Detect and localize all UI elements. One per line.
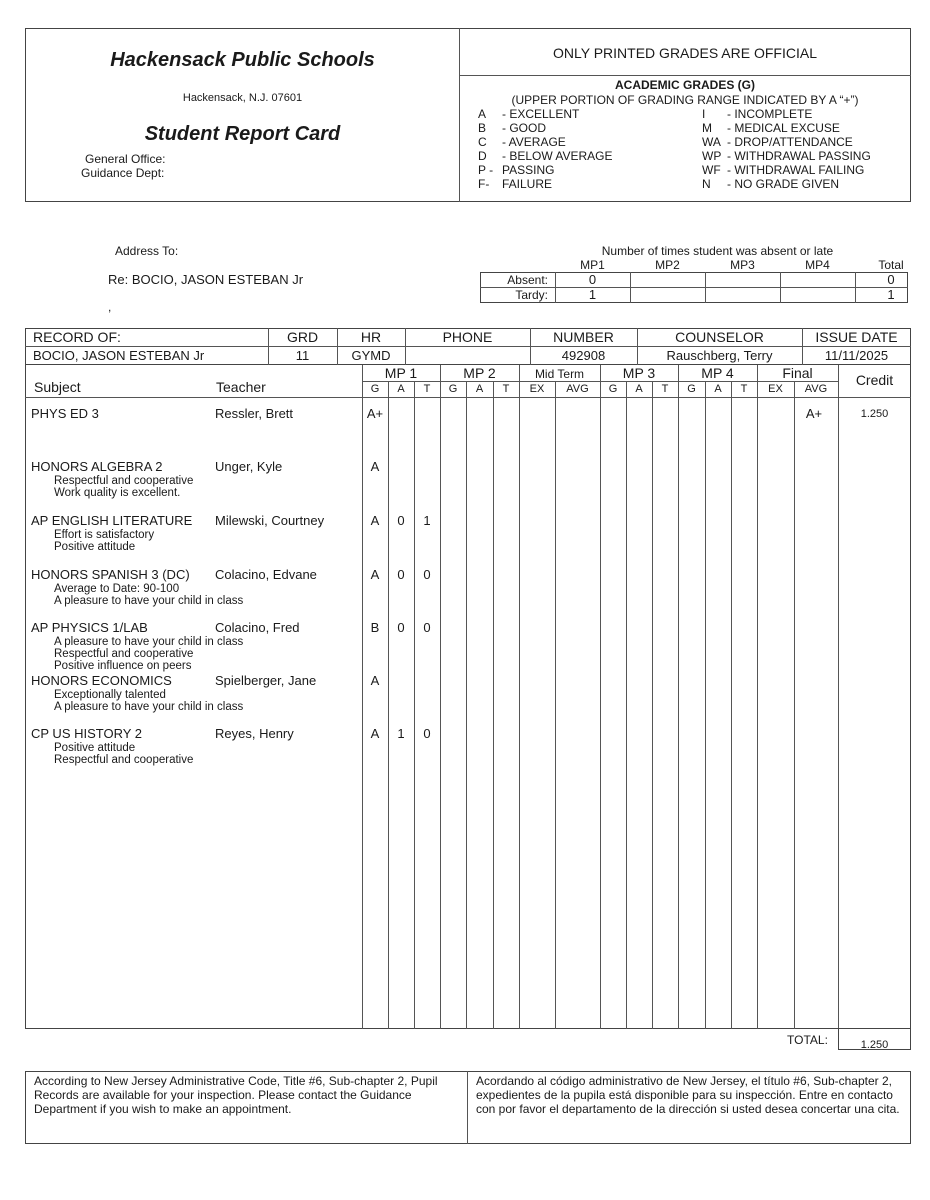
course-comments: [54, 529, 154, 553]
course-final-avg: A+: [805, 406, 823, 421]
att-col-divider: [705, 272, 706, 303]
address-comma: ,: [108, 300, 112, 314]
grade-col-line: [519, 365, 520, 1029]
counselor-label: COUNSELOR: [675, 329, 764, 345]
issue-date-label: ISSUE DATE: [815, 329, 898, 345]
course-teacher: Reyes, Henry: [215, 726, 294, 741]
grade-col-line: [555, 381, 556, 1029]
legend-item: WF - WITHDRAWAL FAILING: [702, 163, 865, 177]
course-comments: [54, 689, 243, 713]
grade-col-line: [440, 365, 441, 1029]
grade-col-line: [757, 365, 758, 1029]
school-address: Hackensack, N.J. 07601: [182, 92, 303, 104]
course-teacher: Spielberger, Jane: [215, 673, 317, 688]
sub-header-t: T: [661, 383, 669, 395]
homeroom: GYMD: [351, 348, 391, 363]
record-row-divider: [25, 346, 911, 347]
absent-mp1: 0: [588, 272, 597, 287]
att-header-mp3: MP3: [730, 258, 755, 272]
course-comment: A pleasure to have your child in class: [54, 595, 244, 608]
course-subject: HONORS ALGEBRA 2: [31, 459, 163, 474]
mp4-header: MP 4: [701, 365, 734, 381]
course-teacher: Ressler, Brett: [215, 406, 294, 421]
att-col-divider: [780, 272, 781, 303]
legend-subtitle: (UPPER PORTION OF GRADING RANGE INDICATED BY A “+”): [511, 93, 859, 107]
course-subject: AP ENGLISH LITERATURE: [31, 513, 193, 528]
grade-col-line: [838, 365, 839, 1029]
sub-header-avg: AVG: [566, 383, 589, 395]
course-teacher: Colacino, Edvane: [215, 567, 317, 582]
legend-item: P - PASSING: [478, 163, 555, 177]
course-comment: Respectful and cooperative: [54, 475, 194, 487]
document-title: Student Report Card: [144, 123, 341, 145]
sub-header-t: T: [423, 383, 431, 395]
course-comment: Work quality is excellent.: [54, 487, 181, 500]
legend-right: [702, 107, 907, 191]
course-subject: PHYS ED 3: [31, 406, 99, 421]
course-comment: Effort is satisfactory: [54, 529, 155, 541]
course-comments: [54, 583, 243, 607]
grade-col-line: [388, 381, 389, 1029]
guidance-dept-label: Guidance Dept:: [81, 166, 165, 180]
grade-col-line: [652, 381, 653, 1029]
credit-header: Credit: [855, 372, 894, 388]
total-label: TOTAL:: [787, 1033, 828, 1047]
course-mp1-absent: 0: [397, 620, 405, 635]
phone-label: PHONE: [442, 329, 493, 345]
course-subject: CP US HISTORY 2: [31, 726, 143, 741]
course-credit: 1.250: [860, 408, 889, 420]
course-subject: AP PHYSICS 1/LAB: [31, 620, 148, 635]
absent-label: Absent:: [507, 273, 548, 287]
mp1-header: MP 1: [384, 365, 418, 381]
course-mp1-grade: A: [370, 567, 380, 582]
course-comment: Respectful and cooperative: [54, 754, 194, 767]
student-name: BOCIO, JASON ESTEBAN Jr: [33, 348, 205, 363]
footer-divider: [467, 1071, 468, 1144]
course-comments: [54, 742, 193, 766]
grd-label: GRD: [286, 329, 319, 345]
subject-header: Subject: [34, 379, 81, 395]
header-notice-divider: [459, 75, 911, 76]
grade-col-line: [414, 381, 415, 1029]
grade-col-line: [794, 381, 795, 1029]
course-comment: A pleasure to have your child in class: [54, 636, 244, 648]
teacher-header: Teacher: [216, 379, 266, 395]
tardy-mp1: 1: [588, 287, 597, 302]
footer-spanish-notice: Acordando al código administrativo de New Jersey, el título #6, Sub-chapter 2, expedientes de la pupila está disponible para su inspección. Entre en contacto con por favor el departamento de la dirección si usted desea concertar una cita.: [476, 1074, 900, 1116]
final-header: Final: [782, 365, 813, 381]
att-header-total: Total: [878, 258, 904, 272]
sub-header-a: A: [635, 383, 643, 395]
student-grade: 11: [295, 348, 310, 363]
total-credit: 1.250: [860, 1039, 889, 1051]
grade-col-line: [600, 365, 601, 1029]
sub-header-a: A: [397, 383, 405, 395]
record-of-label: RECORD OF:: [33, 329, 121, 345]
mp3-header: MP 3: [622, 365, 656, 381]
sub-header-ex: EX: [768, 383, 783, 395]
hr-label: HR: [360, 329, 382, 345]
grade-col-line: [705, 381, 706, 1029]
issue-date: 11/11/2025: [824, 348, 889, 363]
legend-item: A - EXCELLENT: [478, 107, 580, 121]
legend-item: I - INCOMPLETE: [702, 107, 813, 121]
sub-header-t: T: [502, 383, 510, 395]
sub-header-g: G: [448, 383, 458, 395]
legend-item: WP - WITHDRAWAL PASSING: [702, 149, 871, 163]
course-mp1-absent: 0: [397, 567, 405, 582]
course-comment: Respectful and cooperative: [54, 648, 194, 661]
course-mp1-grade: A: [370, 513, 380, 528]
grade-col-line: [493, 381, 494, 1029]
grade-col-line: [731, 381, 732, 1029]
course-mp1-grade: A: [370, 459, 380, 474]
legend-item: N - NO GRADE GIVEN: [702, 177, 840, 191]
sub-header-ex: EX: [529, 383, 545, 395]
grade-col-line: [466, 381, 467, 1029]
course-comment: Positive attitude: [54, 541, 136, 554]
att-header-mp2: MP2: [655, 258, 680, 272]
grades-header-bottom: [25, 397, 911, 398]
tardy-label: Tardy:: [515, 288, 548, 302]
course-mp1-absent: 0: [397, 513, 405, 528]
course-comments: [54, 636, 243, 673]
counselor-name: Rauschberg, Terry: [666, 348, 773, 363]
sub-header-a: A: [714, 383, 722, 395]
general-office-label: General Office:: [85, 152, 166, 166]
legend-item: C - AVERAGE: [478, 135, 566, 149]
sub-header-g: G: [608, 383, 618, 395]
legend-item: M - MEDICAL EXCUSE: [702, 121, 840, 135]
course-comment: A pleasure to have your child in class: [54, 701, 244, 714]
course-subject: HONORS SPANISH 3 (DC): [31, 567, 190, 582]
course-mp1-tardy: 0: [423, 567, 431, 582]
course-teacher: Milewski, Courtney: [215, 513, 325, 528]
course-mp1-tardy: 0: [423, 620, 431, 635]
sub-header-avg: AVG: [804, 383, 828, 395]
course-teacher: Unger, Kyle: [215, 459, 283, 474]
course-comments: [54, 475, 193, 499]
course-comment: Average to Date: 90-100: [54, 583, 180, 595]
grade-col-line: [362, 365, 363, 1029]
address-to-label: Address To:: [115, 244, 179, 258]
course-mp1-grade: A: [370, 726, 380, 741]
course-subject: HONORS ECONOMICS: [31, 673, 172, 688]
official-notice: ONLY PRINTED GRADES ARE OFFICIAL: [553, 45, 817, 61]
legend-item: D - BELOW AVERAGE: [478, 149, 613, 163]
course-mp1-grade: A: [370, 673, 380, 688]
sub-header-g: G: [687, 383, 696, 395]
midterm-header: Mid Term: [534, 367, 585, 381]
number-label: NUMBER: [553, 329, 614, 345]
att-col-divider: [630, 272, 631, 303]
att-header-mp1: MP1: [580, 258, 605, 272]
legend-title: ACADEMIC GRADES (G): [615, 78, 755, 92]
sub-header-t: T: [740, 383, 748, 395]
mp2-header: MP 2: [463, 365, 496, 381]
legend-item: B - GOOD: [478, 121, 546, 135]
legend-item: F- FAILURE: [478, 177, 553, 191]
att-header-mp4: MP4: [805, 258, 830, 272]
legend-item: WA - DROP/ATTENDANCE: [702, 135, 853, 149]
course-mp1-grade: B: [370, 620, 380, 635]
absent-total: 0: [887, 272, 895, 287]
course-mp1-tardy: 0: [423, 726, 431, 741]
course-teacher: Colacino, Fred: [215, 620, 300, 635]
tardy-total: 1: [887, 287, 895, 302]
sub-header-a: A: [475, 383, 484, 395]
re-student-name: Re: BOCIO, JASON ESTEBAN Jr: [108, 272, 304, 287]
course-mp1-grade: A+: [366, 406, 384, 421]
course-comment: Positive influence on peers: [54, 660, 192, 673]
footer-english-notice: According to New Jersey Administrative Code, Title #6, Sub-chapter 2, Pupil Records are available for your inspection. Please contact the Guidance Department if you wish to make an appointment.: [34, 1074, 438, 1116]
grade-col-line: [626, 381, 627, 1029]
course-comment: Exceptionally talented: [54, 689, 166, 701]
student-number: 492908: [561, 348, 606, 363]
course-mp1-tardy: 1: [423, 513, 431, 528]
grade-col-line: [678, 365, 679, 1029]
course-mp1-absent: 1: [397, 726, 405, 741]
legend-left: [478, 107, 688, 191]
sub-header-g: G: [370, 383, 380, 395]
attendance-title: Number of times student was absent or late: [601, 244, 834, 258]
course-comment: Positive attitude: [54, 742, 136, 754]
school-name: Hackensack Public Schools: [110, 49, 375, 71]
